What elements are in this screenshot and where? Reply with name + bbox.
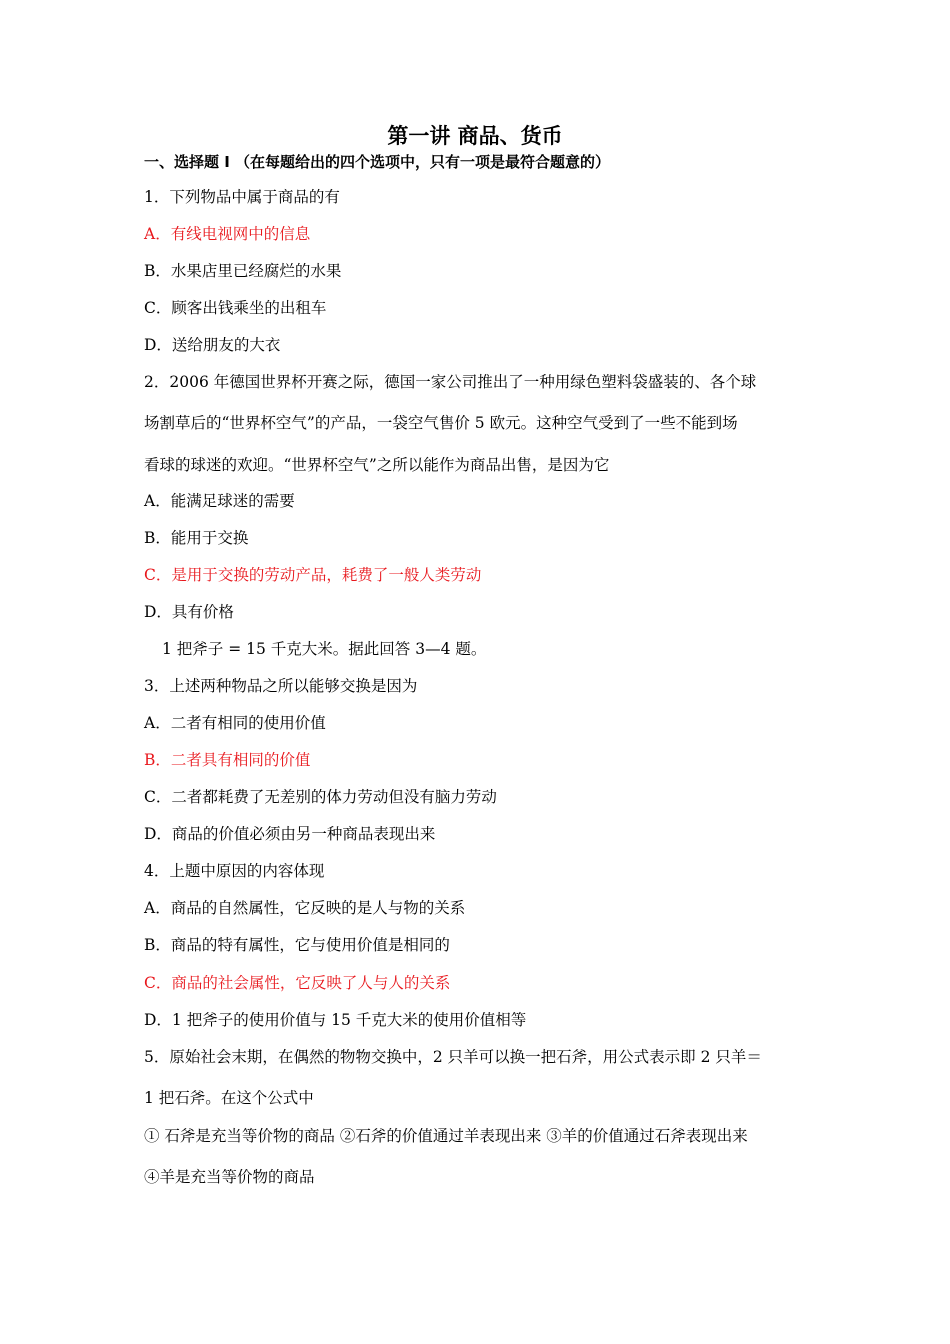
page-title: 第一讲 商品、货币 (387, 124, 563, 148)
option-2d: D．具有价格 (144, 603, 234, 621)
question-1: 1．下列物品中属于商品的有 (144, 188, 340, 206)
option-3b: B．二者具有相同的价值 (144, 751, 311, 769)
option-4b: B．商品的特有属性，它与使用价值是相同的 (144, 936, 450, 954)
option-3c: C．二者都耗费了无差别的体力劳动但没有脑力劳动 (144, 788, 497, 806)
question-4: 4．上题中原因的内容体现 (144, 862, 325, 880)
section-heading: 一、选择题 I （在每题给出的四个选项中，只有一项是最符合题意的） (144, 153, 611, 171)
option-3a: A．二者有相同的使用价值 (144, 714, 326, 732)
statements-5-line-2: ④羊是充当等价物的商品 (144, 1168, 315, 1186)
option-2b: B．能用于交换 (144, 529, 249, 547)
option-2c: C．是用于交换的劳动产品，耗费了一般人类劳动 (144, 566, 482, 584)
option-4d: D．1 把斧子的使用价值与 15 千克大米的使用价值相等 (144, 1011, 527, 1029)
option-4c: C．商品的社会属性，它反映了人与人的关系 (144, 974, 451, 992)
question-2-line-3: 看球的球迷的欢迎。“世界杯空气”之所以能作为商品出售，是因为它 (144, 456, 610, 474)
question-5-line-1: 5．原始社会末期，在偶然的物物交换中，2 只羊可以换一把石斧，用公式表示即 2 只羊＝ (144, 1048, 762, 1066)
stem-3-4: 1 把斧子 = 15 千克大米。据此回答 3—4 题。 (162, 640, 487, 658)
option-1b: B．水果店里已经腐烂的水果 (144, 262, 342, 280)
option-1d: D．送给朋友的大衣 (144, 336, 281, 354)
option-3d: D．商品的价值必须由另一种商品表现出来 (144, 825, 436, 843)
statements-5-line-1: ① 石斧是充当等价物的商品 ②石斧的价值通过羊表现出来 ③羊的价值通过石斧表现出来 (144, 1127, 748, 1145)
question-2-line-1: 2．2006 年德国世界杯开赛之际，德国一家公司推出了一种用绿色塑料袋盛装的、各个球 (144, 373, 757, 391)
option-4a: A．商品的自然属性，它反映的是人与物的关系 (144, 899, 466, 917)
question-5-line-2: 1 把石斧。在这个公式中 (144, 1089, 314, 1107)
option-2a: A．能满足球迷的需要 (144, 492, 295, 510)
question-2-line-2: 场割草后的“世界杯空气”的产品，一袋空气售价 5 欧元。这种空气受到了一些不能到场 (144, 414, 738, 432)
question-3: 3．上述两种物品之所以能够交换是因为 (144, 677, 418, 695)
option-1a: A．有线电视网中的信息 (144, 225, 311, 243)
option-1c: C．顾客出钱乘坐的出租车 (144, 299, 327, 317)
